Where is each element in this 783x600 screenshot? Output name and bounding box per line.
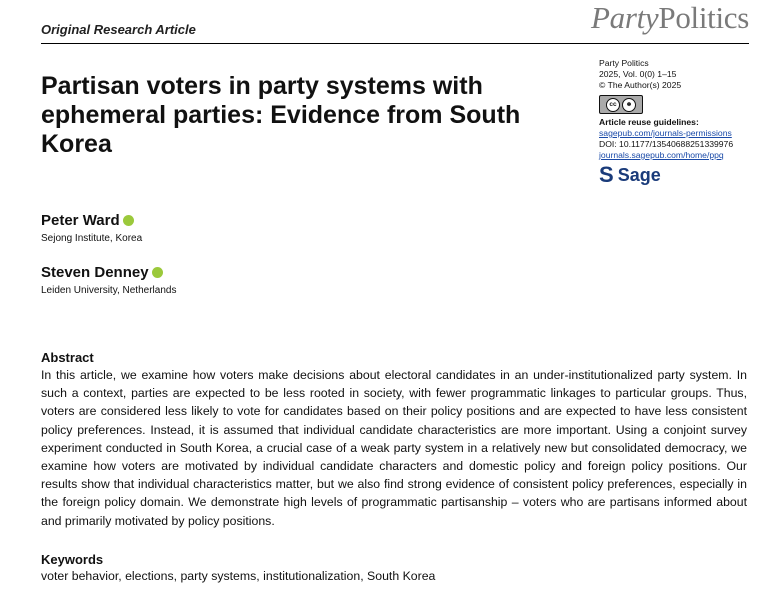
- journal-logo-word1: Party: [591, 0, 659, 35]
- keywords-heading: Keywords: [41, 552, 104, 567]
- author-affiliation: Leiden University, Netherlands: [41, 285, 177, 296]
- article-title: Partisan voters in party systems with ephemeral parties: Evidence from South Korea: [41, 72, 521, 158]
- journal-link[interactable]: journals.sagepub.com/home/ppq: [599, 150, 724, 160]
- publication-meta: [599, 58, 774, 187]
- cc-license-badge[interactable]: [599, 95, 643, 114]
- keywords-text: voter behavior, elections, party systems, institutionalization, South Korea: [41, 569, 436, 583]
- reuse-label: Article reuse guidelines:: [599, 117, 699, 127]
- author-name-text: Peter Ward: [41, 212, 120, 229]
- author-name: [41, 212, 134, 229]
- author-name-text: Steven Denney: [41, 264, 149, 281]
- article-type-label: Original Research Article: [41, 22, 196, 37]
- abstract-heading: Abstract: [41, 350, 94, 365]
- header-rule: [41, 43, 749, 44]
- publisher-logo: [599, 162, 774, 187]
- author-affiliation: Sejong Institute, Korea: [41, 233, 143, 244]
- doi-text: DOI: 10.1177/13540688251339976: [599, 139, 734, 149]
- meta-volume: 2025, Vol. 0(0) 1–15: [599, 69, 677, 79]
- abstract-text: In this article, we examine how voters make decisions about electoral candidates in an under-institutionalized party system. In such a context, parties are expected to be less rooted in society, with fewer programmatic linkages to particular groups. Thus, voters are considered less likely to vote for candidates based on their policy positions and are expected to have less consistent policy preferences. Instead, it is assumed that individual candidate characteristics are more important. Using a conjoint survey experiment conducted in South Korea, a crucial case of a weak party system in a relatively new but consolidated democracy, we examine how voters are motivated by individual candidate characters and domestic policy and foreign policy positions. Our results show that individual characteristics matter, but we also find strong evidence of consistent policy preferences, especially in the foreign policy domain. We demonstrate high levels of programmatic partisanship – voters who are partisans informed about and primarily motivated by policy positions.: [41, 368, 747, 528]
- journal-logo: [591, 0, 749, 36]
- author-name: [41, 264, 163, 281]
- cc-icon: cc: [606, 98, 620, 112]
- orcid-icon[interactable]: [123, 215, 134, 226]
- meta-copyright: © The Author(s) 2025: [599, 80, 682, 90]
- journal-logo-word2: Politics: [658, 0, 749, 35]
- reuse-link[interactable]: sagepub.com/journals-permissions: [599, 128, 732, 138]
- orcid-icon[interactable]: [152, 267, 163, 278]
- author-block: [41, 264, 176, 296]
- meta-journal: Party Politics: [599, 58, 649, 68]
- by-icon: ☻: [622, 98, 636, 112]
- sage-s-icon: S: [599, 162, 614, 187]
- publisher-name: Sage: [617, 164, 661, 185]
- author-block: [41, 212, 142, 244]
